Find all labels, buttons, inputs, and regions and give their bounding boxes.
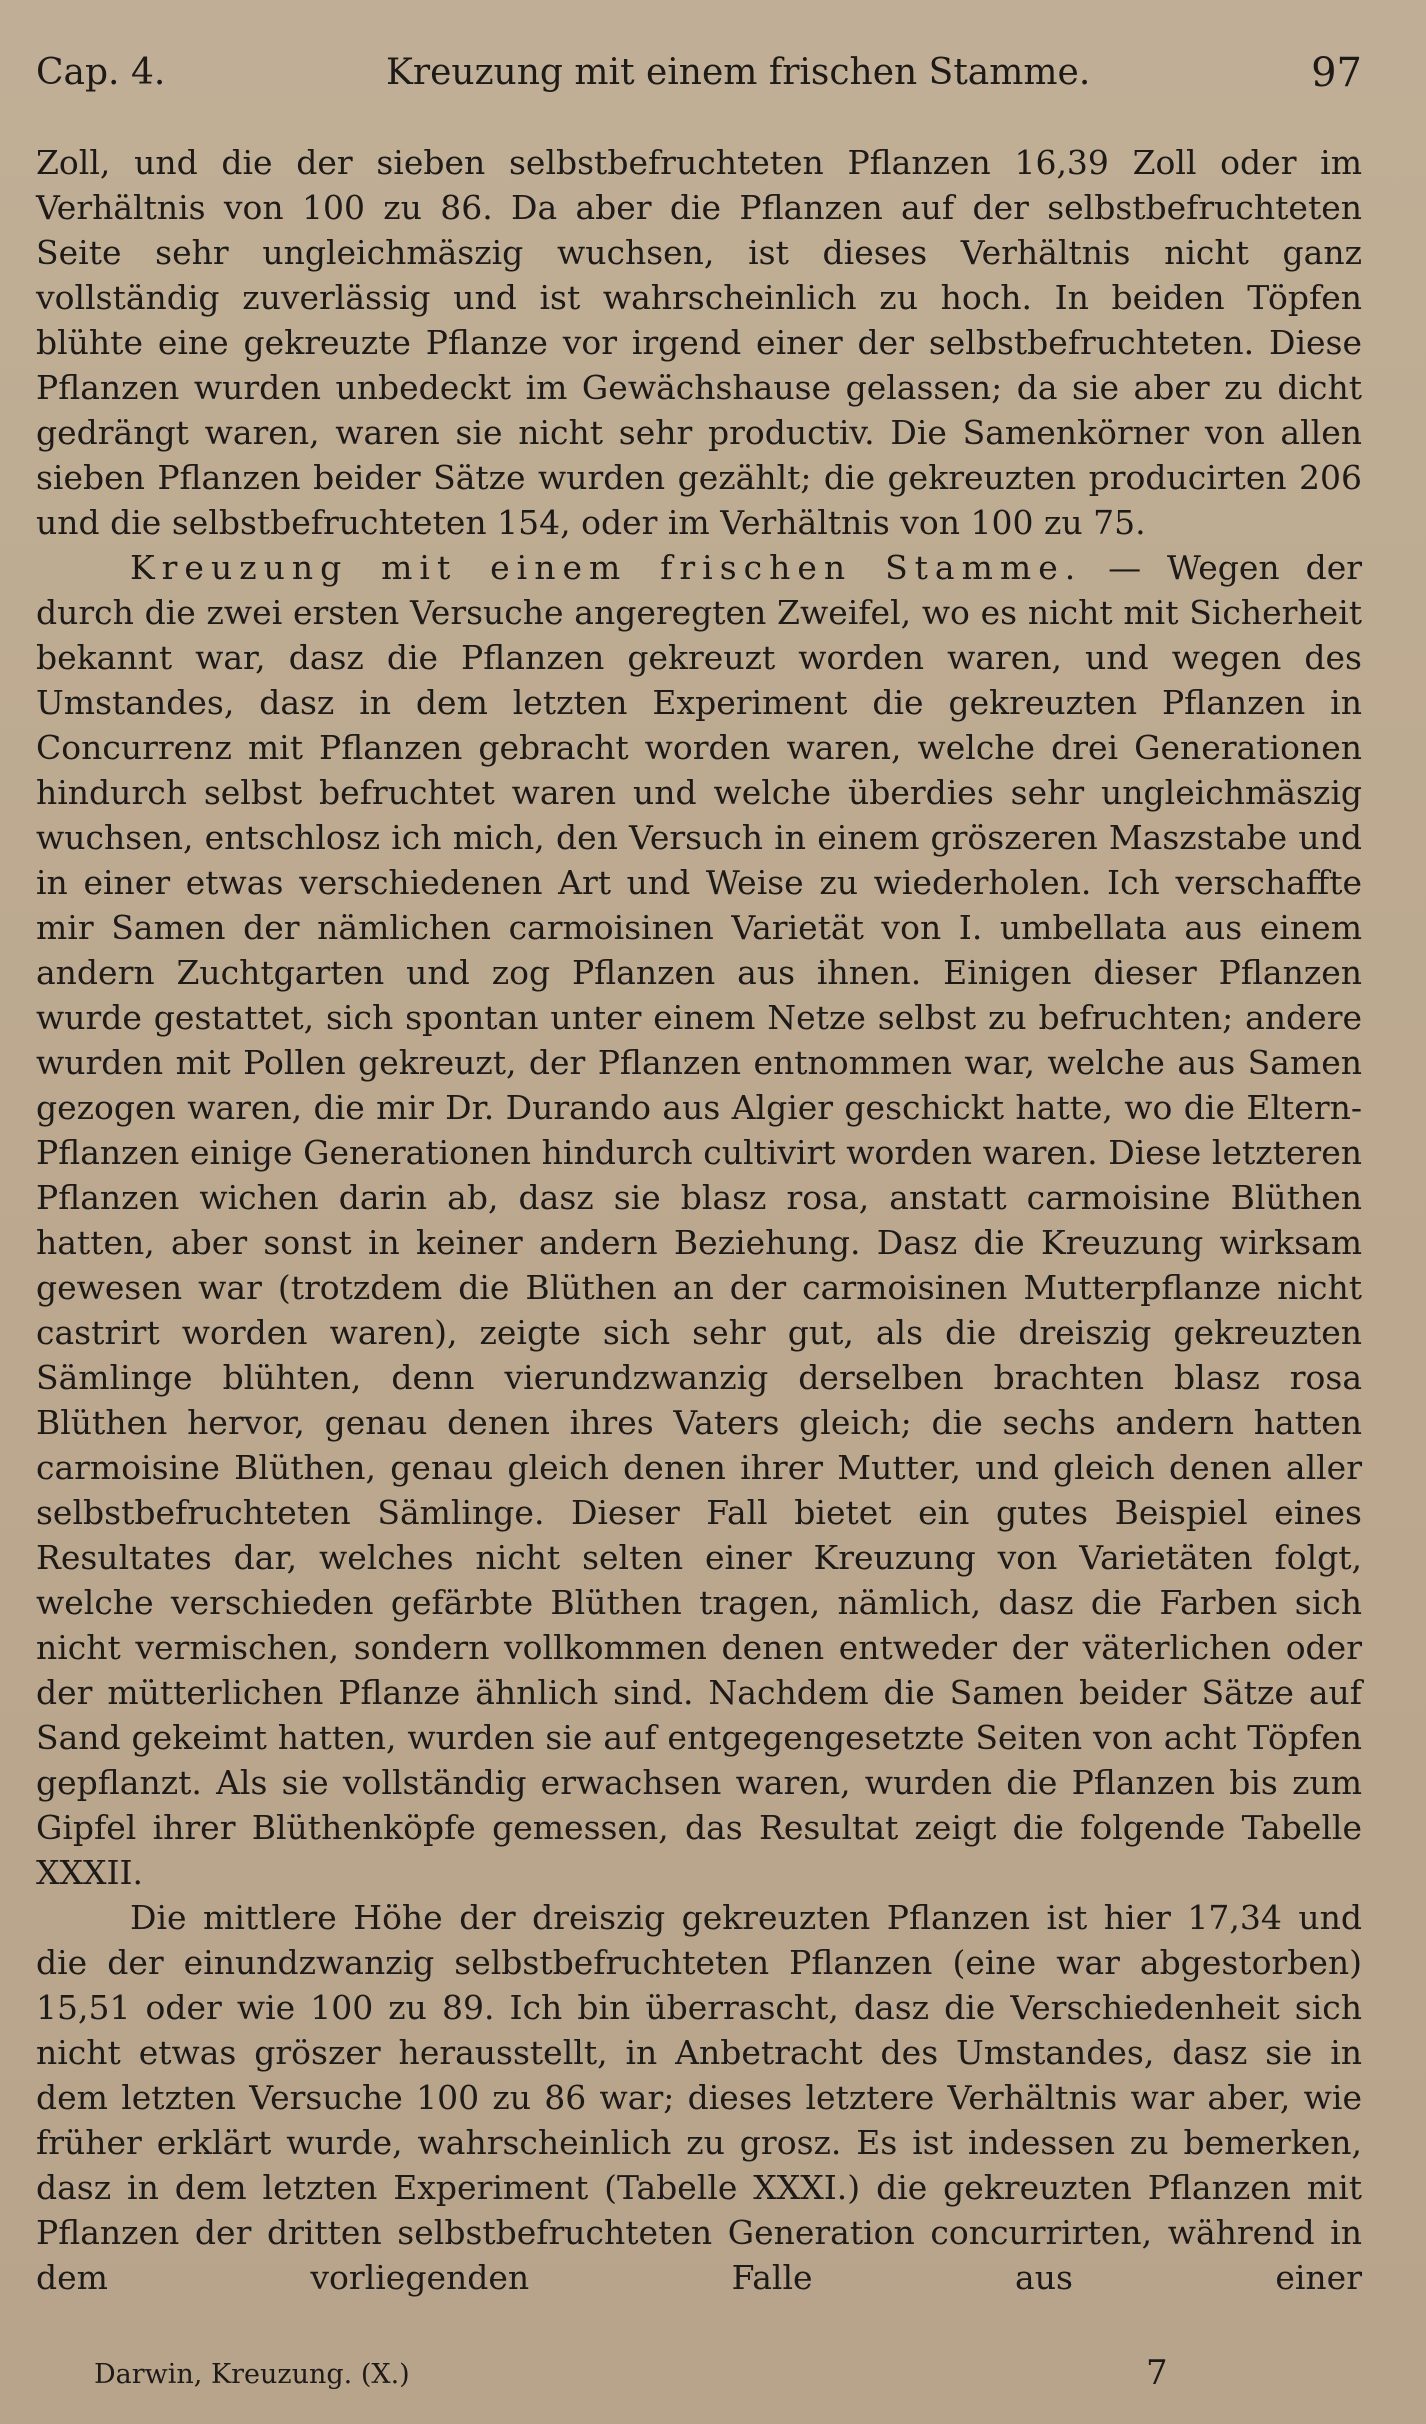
paragraph-2 [36,545,1362,1895]
chapter-label: Cap. 4. [36,52,166,93]
paragraph-1: Zoll, und die der sieben selbstbefruchteten Pflanzen 16,39 Zoll oder im Verhältnis von 100 zu 86. Da aber die Pflanzen auf der selbstbefruchteten Seite sehr ungleichmäszig wuchsen, ist dieses Verhältnis nicht ganz vollständig zuverlässig und ist wahrscheinlich zu hoch. In beiden Töpfen blühte eine gekreuzte Pflanze vor irgend einer der selbstbefruchteten. Diese Pflanzen wurden unbedeckt im Gewächshause gelassen; da sie aber zu dicht gedrängt waren, waren sie nicht sehr productiv. Die Samenkörner von allen sieben Pflanzen beider Sätze wurden gezählt; die gekreuzten producirten 206 und die selbstbefruchteten 154, oder im Verhältnis von 100 zu 75. [36,143,1362,542]
section-heading: Kreuzung mit einem frischen Stamme. [130,548,1083,587]
running-header [36,48,1362,98]
page-number: 97 [1311,50,1362,96]
paragraph-2-text: — Wegen der durch die zwei ersten Versuche angeregten Zweifel, wo es nicht mit Sicherheit bekannt war, dasz die Pflanzen gekreuzt worden waren, und wegen des Umstandes, dasz in dem letzten Experiment die gekreuzten Pflanzen in Concurrenz mit Pflanzen gebracht worden waren, welche drei Generationen hindurch selbst befruchtet waren und welche überdies sehr ungleichmäszig wuchsen, entschlosz ich mich, den Versuch in einem gröszeren Maszstabe und in einer etwas verschiedenen Art und Weise zu wiederholen. Ich verschaffte mir Samen der nämlichen carmoisinen Varietät von I. umbellata aus einem andern Zuchtgarten und zog Pflanzen aus ihnen. Einigen dieser Pflanzen wurde gestattet, sich spontan unter einem Netze selbst zu befruchten; andere wurden mit Pollen gekreuzt, der Pflanzen entnommen war, welche aus Samen gezogen waren, die mir Dr. Durando aus Algier geschickt hatte, wo die Eltern-Pflanzen einige Generationen hindurch cultivirt worden waren. Diese letzteren Pflanzen wichen darin ab, dasz sie blasz rosa, anstatt carmoisine Blüthen hatten, aber sonst in keiner andern Beziehung. Dasz die Kreuzung wirksam gewesen war (trotzdem die Blüthen an der carmoisinen Mutterpflanze nicht castrirt worden waren), zeigte sich sehr gut, als die dreiszig gekreuzten Sämlinge blühten, denn vierundzwanzig derselben brachten blasz rosa Blüthen hervor, genau denen ihres Vaters gleich; die sechs andern hatten carmoisine Blüthen, genau gleich denen ihrer Mutter, und gleich denen aller selbstbefruchteten Sämlinge. Dieser Fall bietet ein gutes Beispiel eines Resultates dar, welches nicht selten einer Kreuzung von Varietäten folgt, welche verschieden gefärbte Blüthen tragen, nämlich, dasz die Farben sich nicht vermischen, sondern vollkommen denen entweder der väterlichen oder der mütterlichen Pflanze ähnlich sind. Nachdem die Samen beider Sätze auf Sand gekeimt hatten, wurden sie auf entgegengesetzte Seiten von acht Töpfen gepflanzt. Als sie vollständig erwachsen waren, wurden die Pflanzen bis zum Gipfel ihrer Blüthenköpfe gemessen, das Resultat zeigt die folgende Tabelle XXXII. [36,548,1362,1892]
sheet-number: 7 [1146,2353,1168,2393]
page-footer [94,2355,1194,2395]
signature-mark: Darwin, Kreuzung. (X.) [94,2359,410,2390]
paragraph-3: Die mittlere Höhe der dreiszig gekreuzten Pflanzen ist hier 17,34 und die der einundzwanzig selbstbefruchteten Pflanzen (eine war abgestorben) 15,51 oder wie 100 zu 89. Ich bin überrascht, dasz die Verschiedenheit sich nicht etwas gröszer herausstellt, in Anbetracht des Umstandes, dasz sie in dem letzten Versuche 100 zu 86 war; dieses letztere Verhältnis war aber, wie früher erklärt wurde, wahrscheinlich zu grosz. Es ist indessen zu bemerken, dasz in dem letzten Experiment (Tabelle XXXI.) die gekreuzten Pflanzen mit Pflanzen der dritten selbstbefruchteten Generation concurrirten, während in dem vorliegenden Falle aus einer [36,1898,1362,2297]
body-text [36,140,1362,2300]
running-title: Kreuzung mit einem frischen Stamme. [386,52,1091,93]
